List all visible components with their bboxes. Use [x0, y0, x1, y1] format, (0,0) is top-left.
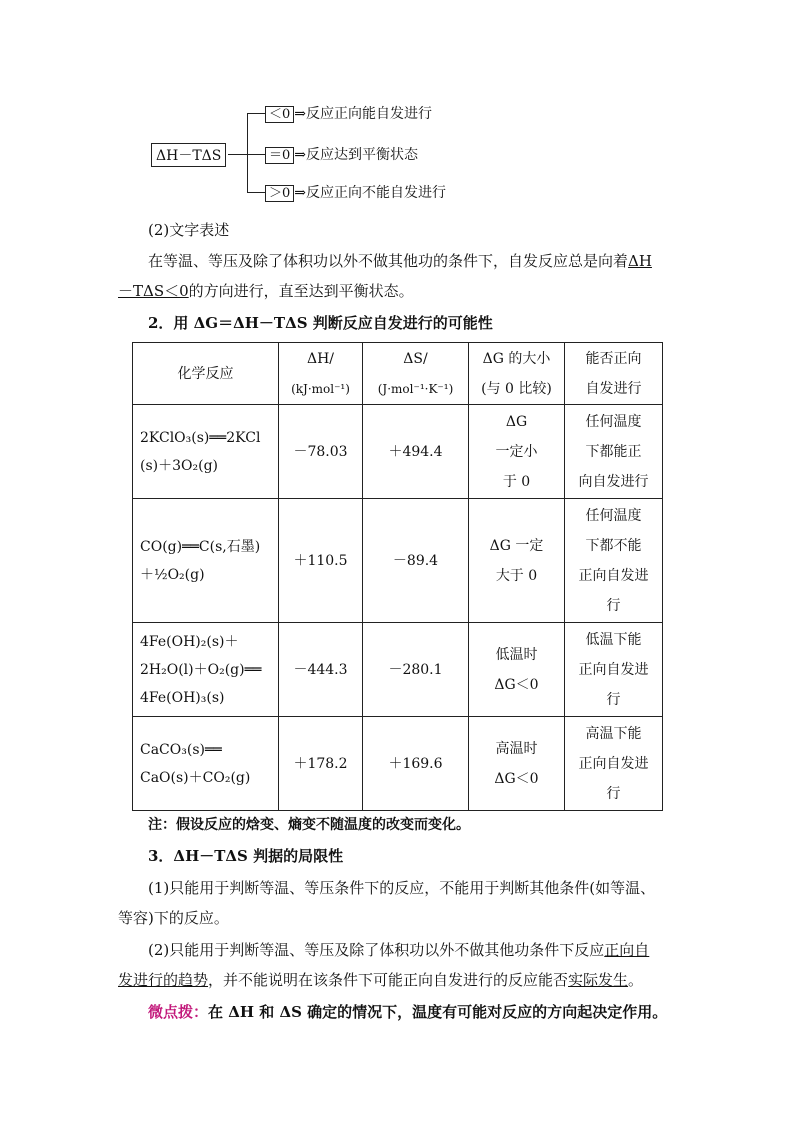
- dg-line: 于 0: [502, 473, 531, 490]
- spont-line: 行: [606, 597, 621, 614]
- dg-line: ΔG＜0: [494, 676, 539, 693]
- spont-line: 正向自发进: [578, 755, 649, 772]
- header-ds-unit: (J·mol⁻¹·K⁻¹): [377, 381, 454, 396]
- spont-line: 高温下能: [585, 725, 642, 742]
- spont-line: 下都不能: [585, 537, 642, 554]
- para-text: 的方向进行，直至达到平衡状态。: [188, 282, 414, 300]
- table-note: 注：假设反应的焓变、熵变不随温度的改变而变化。: [148, 817, 470, 833]
- table-header-row: [133, 343, 663, 405]
- paragraph-line: 等容)下的反应。: [118, 909, 229, 927]
- reaction-line: 2H₂O(l)＋O₂(g)══: [140, 661, 262, 678]
- para-underlined: 实际发生: [568, 971, 629, 989]
- header-spont-sub: 自发进行: [585, 380, 642, 397]
- cmp-gt-box: ＞0: [265, 185, 294, 202]
- paragraph-line: [118, 970, 643, 990]
- branch-result: ⇒反应正向能自发进行: [294, 106, 433, 122]
- cell-dh: －444.3: [279, 623, 363, 717]
- dg-line: ΔG: [505, 413, 528, 430]
- table-row: [133, 623, 663, 717]
- cell-ds: ＋494.4: [363, 405, 469, 499]
- dg-line: ΔG＜0: [494, 770, 539, 787]
- section-heading: (2)文字表述: [148, 221, 230, 239]
- reaction-line: 4Fe(OH)₃(s): [140, 689, 225, 706]
- spont-line: 正向自发进: [578, 661, 649, 678]
- paragraph-line: [148, 251, 652, 271]
- cell-ds: －89.4: [363, 499, 469, 623]
- table-row: [133, 405, 663, 499]
- reaction-line: ＋½O₂(g): [140, 566, 205, 583]
- cell-dh: ＋110.5: [279, 499, 363, 623]
- diagram-root-label: ΔH－TΔS: [156, 148, 222, 164]
- paragraph-line: (1)只能用于判断等温、等压条件下的反应，不能用于判断其他条件(如等温、: [148, 879, 656, 897]
- cmp-lt-box: ＜0: [265, 106, 294, 123]
- table-row: [133, 499, 663, 623]
- bracket-mid: [247, 154, 265, 155]
- reaction-line: (s)＋3O₂(g): [140, 457, 218, 474]
- spont-line: 低温下能: [585, 631, 642, 648]
- diagram-branch-gt: [265, 182, 446, 202]
- cell-dg: [469, 499, 565, 623]
- dg-line: 高温时: [495, 740, 538, 757]
- spont-line: 下都能正: [585, 443, 642, 460]
- spont-line: 行: [606, 691, 621, 708]
- header-dg-sub: (与 0 比较): [481, 380, 552, 397]
- cell-ds: －280.1: [363, 623, 469, 717]
- spont-line: 任何温度: [585, 413, 642, 430]
- bracket-bottom: [247, 192, 265, 193]
- reaction-table: [132, 342, 663, 811]
- dg-line: ΔG 一定: [489, 537, 544, 554]
- cell-spont: [565, 499, 663, 623]
- cell-reaction: [133, 717, 279, 811]
- para-text: ，并不能说明在该条件下可能正向自发进行的反应能否: [208, 971, 569, 989]
- diagram-branch-eq: [265, 144, 418, 164]
- table-row: [133, 717, 663, 811]
- bracket-stem: [228, 154, 248, 155]
- diagram-branch-lt: [265, 103, 432, 123]
- reaction-line: CaCO₃(s)══: [140, 741, 222, 758]
- cell-dg: [469, 405, 565, 499]
- header-ds-label: ΔS/: [403, 350, 428, 367]
- cell-spont: [565, 405, 663, 499]
- para-text: 。: [628, 971, 644, 989]
- bracket-top: [247, 113, 265, 114]
- header-dg: [469, 343, 565, 405]
- branch-result: ⇒反应达到平衡状态: [294, 147, 419, 163]
- dg-line: 大于 0: [495, 567, 538, 584]
- para-text: 在等温、等压及除了体积功以外不做其他功的条件下，自发反应总是向着: [148, 252, 629, 270]
- para-underlined: 正向自: [604, 941, 650, 959]
- dg-line: 低温时: [495, 646, 538, 663]
- section-heading-3: 3．ΔH－TΔS 判据的局限性: [148, 847, 344, 865]
- cell-reaction: [133, 405, 279, 499]
- tip-line: [148, 1002, 667, 1022]
- tip-label: 微点拨：: [148, 1003, 209, 1021]
- header-dg-label: ΔG 的大小: [482, 350, 551, 367]
- header-reaction: 化学反应: [133, 343, 279, 405]
- spont-line: 正向自发进: [578, 567, 649, 584]
- cell-spont: [565, 717, 663, 811]
- branch-result: ⇒反应正向不能自发进行: [294, 185, 447, 201]
- header-ds: [363, 343, 469, 405]
- header-spont: [565, 343, 663, 405]
- header-dh: [279, 343, 363, 405]
- header-dh-unit: (kJ·mol⁻¹): [291, 381, 350, 396]
- paragraph-line: [118, 281, 414, 301]
- reaction-line: CaO(s)＋CO₂(g): [140, 769, 251, 786]
- spont-line: 行: [606, 785, 621, 802]
- cell-dg: [469, 717, 565, 811]
- para-text: (2)只能用于判断等温、等压及除了体积功以外不做其他功条件下反应: [148, 941, 605, 959]
- cell-reaction: [133, 499, 279, 623]
- cell-dh: －78.03: [279, 405, 363, 499]
- para-underlined: －TΔS＜0: [118, 282, 189, 300]
- para-underlined: 发进行的趋势: [118, 971, 209, 989]
- cell-dg: [469, 623, 565, 717]
- spont-line: 向自发进行: [578, 473, 649, 490]
- tip-text: 在 ΔH 和 ΔS 确定的情况下，温度有可能对反应的方向起决定作用。: [208, 1003, 668, 1021]
- cell-ds: ＋169.6: [363, 717, 469, 811]
- reaction-line: 2KClO₃(s)══2KCl: [140, 429, 261, 446]
- header-dh-label: ΔH/: [306, 350, 335, 367]
- cell-reaction: [133, 623, 279, 717]
- cell-dh: ＋178.2: [279, 717, 363, 811]
- reaction-line: CO(g)══C(s,石墨): [140, 538, 261, 555]
- paragraph-line: [148, 940, 649, 960]
- spont-line: 任何温度: [585, 507, 642, 524]
- diagram-root: [151, 143, 226, 167]
- dg-line: 一定小: [495, 443, 538, 460]
- reaction-line: 4Fe(OH)₂(s)＋: [140, 633, 239, 650]
- section-heading-2: 2．用 ΔG＝ΔH－TΔS 判断反应自发进行的可能性: [148, 314, 493, 332]
- cmp-eq-box: ＝0: [265, 147, 294, 164]
- cell-spont: [565, 623, 663, 717]
- bracket-vertical: [247, 113, 248, 192]
- para-underlined: ΔH: [628, 252, 652, 270]
- header-spont-label: 能否正向: [585, 350, 642, 367]
